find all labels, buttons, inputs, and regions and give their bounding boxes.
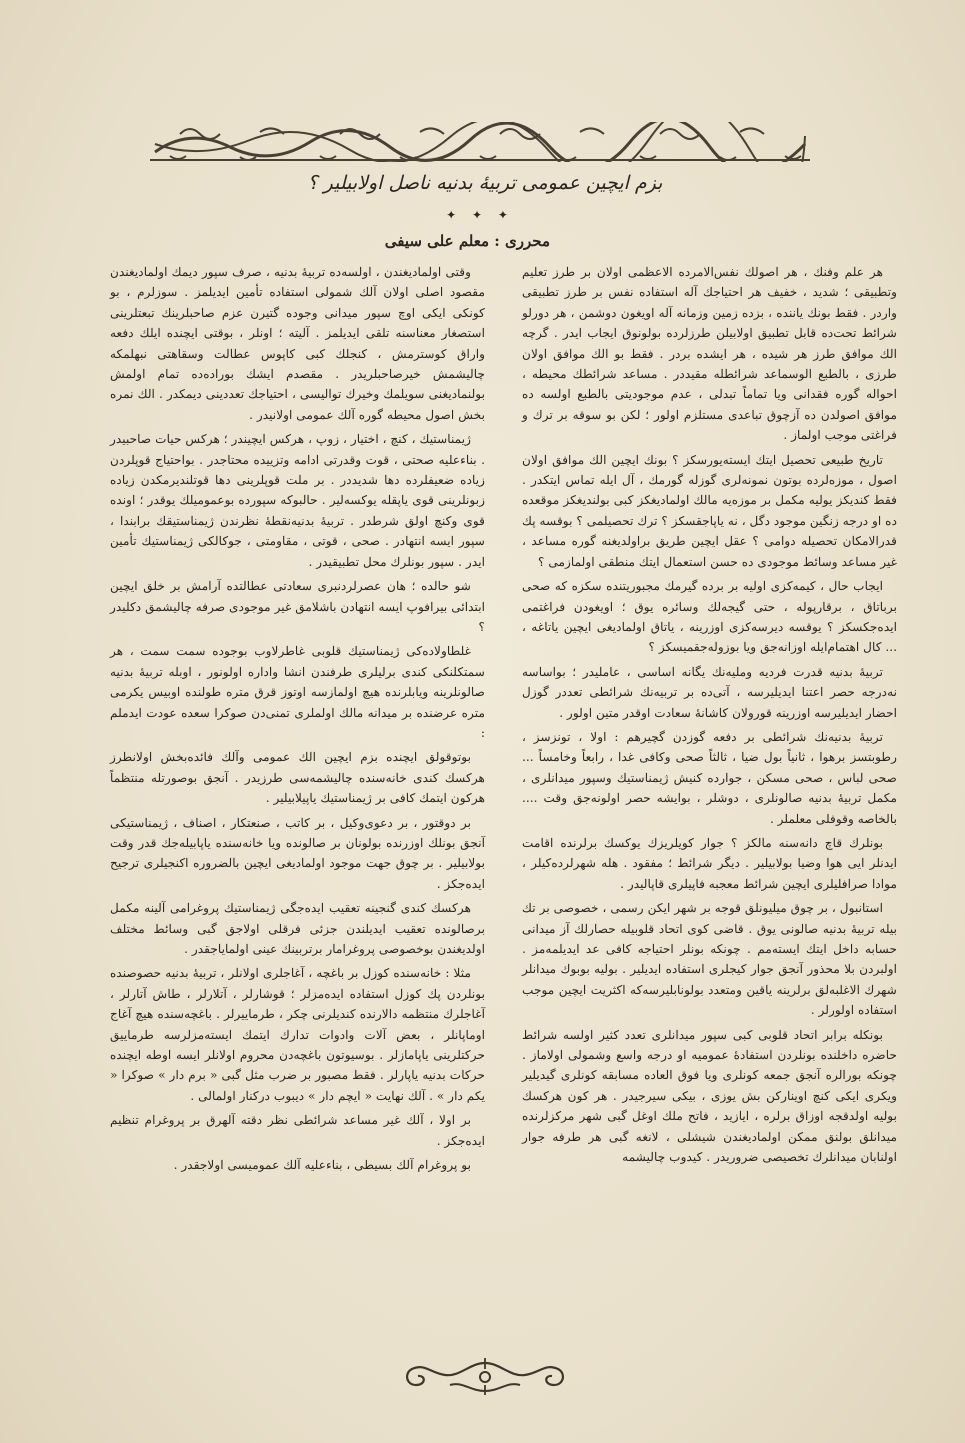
paragraph: تربیهٔ بدنیه قدرت فردیه وملیه‌نك یگانه اساسی ، عاملیدر ؛ بواساسه نه‌درجه حصر اعتنا ایدیلیرسه ، آتی‌ده بر تربیه‌نك شرائطی تعددر گوزل احضار ایدیلیرسه اوزرینه قورولان کاشانهٔ سعادت اوقدر متین اولور . [522, 664, 897, 720]
paragraph: تاریخ طبیعی تحصیل ایتك ایسته‌یورسکز ؟ بونك ایچین الك موافق اولان اصول ، موزه‌لرده بوتون نمونه‌لری گوزله گورمك ، آل ایله تماس ایتكدر . فقط كندیکز یولیه مکمل بر موزه‌یه مالك اولمادیغکز کبی بولندیغکز موقعده ده او درجه زنگین موجود دگل ، نه یاپاجقسکز ؟ ترك تحصیلمی ؟ بوقسه پك قدرالامکان تحصیله دوامی ؟ عقل ایچین طریق براولدیغنه گوره مساعد ، غیر مساعد وسائط موجودی ده حسن استعمال ایتك منطقی اولمازمی ؟ [522, 452, 897, 569]
decorative-footer-ornament-icon [400, 1355, 570, 1397]
article-title: بزم ایچین عمومی تربیهٔ بدنیه ناصل اولابیلیر ؟ [307, 172, 663, 194]
paragraph: بو پروغرام آلك بسیطی ، بناءعلیه آلك عمومیسی اولاجقدر . [173, 1158, 471, 1173]
paragraph: تربیهٔ بدنیه‌نك شرائطی بر دفعه گوزدن گچیرهم : اولا ، تونزسز ، رطوبتسز برهوا ، ثانیاً بول ضیا ، ثالثاً صحی وکافی غدا ، رابعاً وخامساً ... صحی لباس ، صحی مسکن ، جوارده کنیش ژیمناستیك وسپور میدانلری ، مکمل تربیهٔ بدنیه صالونلری ، دوشلر ، بوایشه حصر اولونه‌جق وقت .... بالخاصه وقوفلی معلملر . [522, 729, 897, 826]
paragraph: غلطاولاده‌کی ژیمناستیك قلوبی غاطرلاوب بوجوده سمت سمت ، هر سمتکلنکی كندی برلیلری طرفندن انشا واداره اولونور ، اوبله تربیهٔ بدنیه صالونلرینه ویابلرنده هیچ اولمازسه اوتوز قرق متره طولنده اوبیس یکرمی متره عرضنده بر میدانه مالك اولملری تمنی‌دن صوکرا سعده عودت ایدملم : [110, 644, 485, 740]
left-text-column [110, 262, 485, 1282]
decorative-header-ornament-icon [150, 122, 810, 162]
paragraph: بر اولا ، آلك غیر مساعد شرائطی نظر دقته آلهرق بر پروغرام تنظیم ایده‌جکز . [110, 1113, 485, 1148]
paragraph: ایجاب حال ، کیمه‌کزی اولیه بر برده گیرمك مجبوریتنده سکزه كه صحی برباتاق ، برقارپوله ، حتی گیجه‌لك وسائره یوق ؛ اویغودن فراغتمی ایده‌جکسکز ؟ یوقسه دیرسه‌کزی اوزرینه ، یاتاق اولمادیغی ایچین یاتاغه ، ... کال اهتمام‌ایله اوزانه‌جق ویا بوزوله‌جقمیسکز ؟ [522, 579, 897, 655]
paragraph: بر دوقتور ، بر دعوی‌وكیل ، بر كاتب ، صنعتکار ، اصناف ، ژیمناستیکی آنجق بونلك اوزرنده بولونان بر صالونده ویا خانه‌سنده یاپابیله‌جك قدر وقت بولابیلیر . بر چوق جهت موجود اولمادیغی ایچین بالضروره اکنجیلری ترجیح ایده‌جکز . [110, 815, 485, 891]
separator-stars: ✦ ✦ ✦ [446, 208, 514, 222]
paragraph: ژیمناستیك ، کنچ ، اختیار ، زوپ ، هرکس ایچیندر ؛ هرکس حیات صاحبیدر . بناءعلیه صحتی ، قوت وقدرتی ادامه وتزییده محتاجدر . بواحتیاج قوپلردن زیاده ضعیفلرده دها شدیددر . بر ملت قوپلرینی دها قوتلندیرمکدن زیاده زبونلرینی قوی یاپقله یوکسه‌لیر . حالبوکه سپورده بوعمومیلك یوقدر ؛ اونده قوی وکنچ اولق شرطدر . تربیهٔ بدنیه‌نقطهٔ نظرندن ژیمناستیقك برابندا ، سپور ایسه انتهادر . صحی ، قوتی ، مقاومتی ، جوکالکی ژیمناستیك تأمین ایدر . سپور بونلرك محل تطبیقیدر . [110, 432, 485, 569]
paragraph: هر علم وفنك ، هر اصولك نفس‌الامرده الاعظمی اولان بر طرز تعلیم وتطبیقی ؛ شدید ، خفیف هر احتیاجك آله استفاده نفس بر طرز تطبیقی واردر . فقط بونك یاننده ، بزده زمین وزمانه آله اویغون دوشمن ، هر دورلو شرائط تحت‌ده قابل تطبیق اولابیلن طرزلرده بولونوق ایجاب ایدر . گرچه الك موافق طرز هر شیده ، هر ایشده بردر . فقط بو الك موافق اولان طرزی ، بالطبع الوسماعد شرائطله مقیددر . مساعد شرائطك محیطه ، احواله گوره فقدانی ویا تماماً تبدلی ، عدم موجودیتی بالطبع اولسه ده موافق اصولدن ده آزچوق تباعدی مستلزم اولور ؛ لکن بو سوقه بر ترك و فراغتی موجب اولماز . [522, 265, 897, 443]
paragraph: وقتی اولمادیغندن ، اولسه‌ده تربیهٔ بدنیه ، صرف سپور دیمك اولمادیغندن مقصود اصلی اولان آلك شمولی استفاده تأمین ایدیلمز . سوزلرم ، بو كونكی ایكی اوچ سپور میدانی وجوده گتیرن عزم صاحبلرینك تبعتلرینی استصغار معناسنه تلقی ایدیلمز . آلیته ؛ اونلر ، بوقتی ایچنده ایلك دفعه واراق كوسترمش ، كنجلك كبی كاپوس عطالت وسقاهتی نبهلمكه چالیشمش خیرصاحبلریدر . مقصدم ایشك بوراده‌ده تمام اولمش بولنمادیغنی سویلمك وخیرك توالیسی ، احتیاجك تعددینی دیمكدر . الك نمره بخش اصول محیطه گوره آلك عمومی اولانیدر . [110, 265, 485, 422]
paragraph: شو حالده ؛ هان عصرلردنبری سعادتی عطالتده آرامش بر خلق ایچین ابتدائی بیرافوپ ایسه انتهادن باشلامق غیر موجودی صرفه چالیشمق دکلیدر ؟ [110, 579, 485, 634]
right-text-column [522, 262, 897, 1322]
paragraph: بونکله برابر اتحاد قلوبی کبی سپور میدانلری تعدد کثیر اولسه شرائط حاضره داخلنده بونلردن استفادهٔ عمومیه او درجه واسع وشمولی اولاماز . چونکه بورالره آنجق جمعه کونلری ویا فوق العاده مسابقه کونلری گیدیلیر ویکری ایکی کنچ اوینارکن بش یوزی ، بیکی سیرجیدر . هر کون هرکسك بولیه اولدقجه اوزاق برلره ، ایازید ، فاتح ملك اوغل گبی شهر مرکزلرنده میدانلق بولنق ممکن اولمادیغندن شیشلی ، لانغه گبی هر طرفه جوار اولنابان میدانلرك تخصیصی ضروریدر . کیدوب چالیشمه [522, 1027, 897, 1165]
paragraph: بوتوقولق ایچنده بزم ایچین الك عمومی وآلك فائده‌بخش اولانطرز هرکسك كندی خانه‌سنده چالیشمه‌سی طرزیدر . آنجق بوصورتله منتظماً هرکون ایتمك کافی بر ژیمناستیك یاپیلابیلیر . [110, 750, 485, 806]
paragraph: بونلرك قاچ دانه‌سنه مالکز ؟ جوار كویلریزك یوكسك برلرنده اقامت ایدنلر ایی هوا وضیا بولابیلیر . دیگر شرائط ؛ مفقود . هله شهرلرده‌کیلر ، موادا صرافلیلری ایچین شرائط معجبه فاپیلری قاپالیدر . [522, 835, 897, 891]
paragraph: هرکسك كندی گنجینه تعقیب ایده‌جگی ژیمناستیك پروغرامی آلینه مکمل برصالونده تعقیب ایدیلندن جزئی فرقلی اولاجق گبی وسائط مختلف اولدیغندن بوخصوصی پروغرامار برتربینك عینی اولمایاجقدر . [110, 901, 485, 956]
article-author: محرری : معلم علی سیفی [384, 232, 550, 250]
paragraph: استانبول ، بر چوق میلیونلق قوجه بر شهر ایکن رسمی ، خصوصی بر تك بیله تربیهٔ بدنیه صالونی یوق . قاضی كوی اتحاد قلوبیله حصارلك آز میدانی حسابه داخل ایتك ایسته‌مم . چونکه بونلر احتیاجه کافی عد ایدیلمه‌مز . اولبردن بلا محذور آنجق جوار کیجلری استفاده ایدیلیر . بولیه بوبوك میدانلر شهرك الاغلبه‌لق برلرینه یاقین ومتعدد بولونابلیرسه‌که اکثریت ایچین موجب استفاده اولورلر . [522, 901, 897, 1018]
paragraph: مثلا : خانه‌سنده کوزل بر باغچه ، آغاجلری اولانلر ، تربیهٔ بدنیه حصوصنده بونلردن پك کوزل استفاده ایده‌مزلر ؛ قوشارلر ، آتلارلر ، طاش آتارلر ، آغاجلرك منتظمه دالارنده كندیلرنی چکر ، طرماییرلر . باغچه‌سنده هیچ آغاج اوماپانلر ، بعض آلات وادوات تدارك ایتمك ایسته‌مزلرسه طرماییق حرکتلرینی یاپامازلر . بوسیوتون باغچه‌دن محروم اولانلر ایسه اوطه ایچنده حرکات بدنیه یاپارلر . فقط مصبور بر ضرب مثل گبی « برم دار » صوکرا « یکم دار » . آلك نهایت « ایچم دار » دیبوب درکنار اولمالی . [110, 966, 485, 1103]
